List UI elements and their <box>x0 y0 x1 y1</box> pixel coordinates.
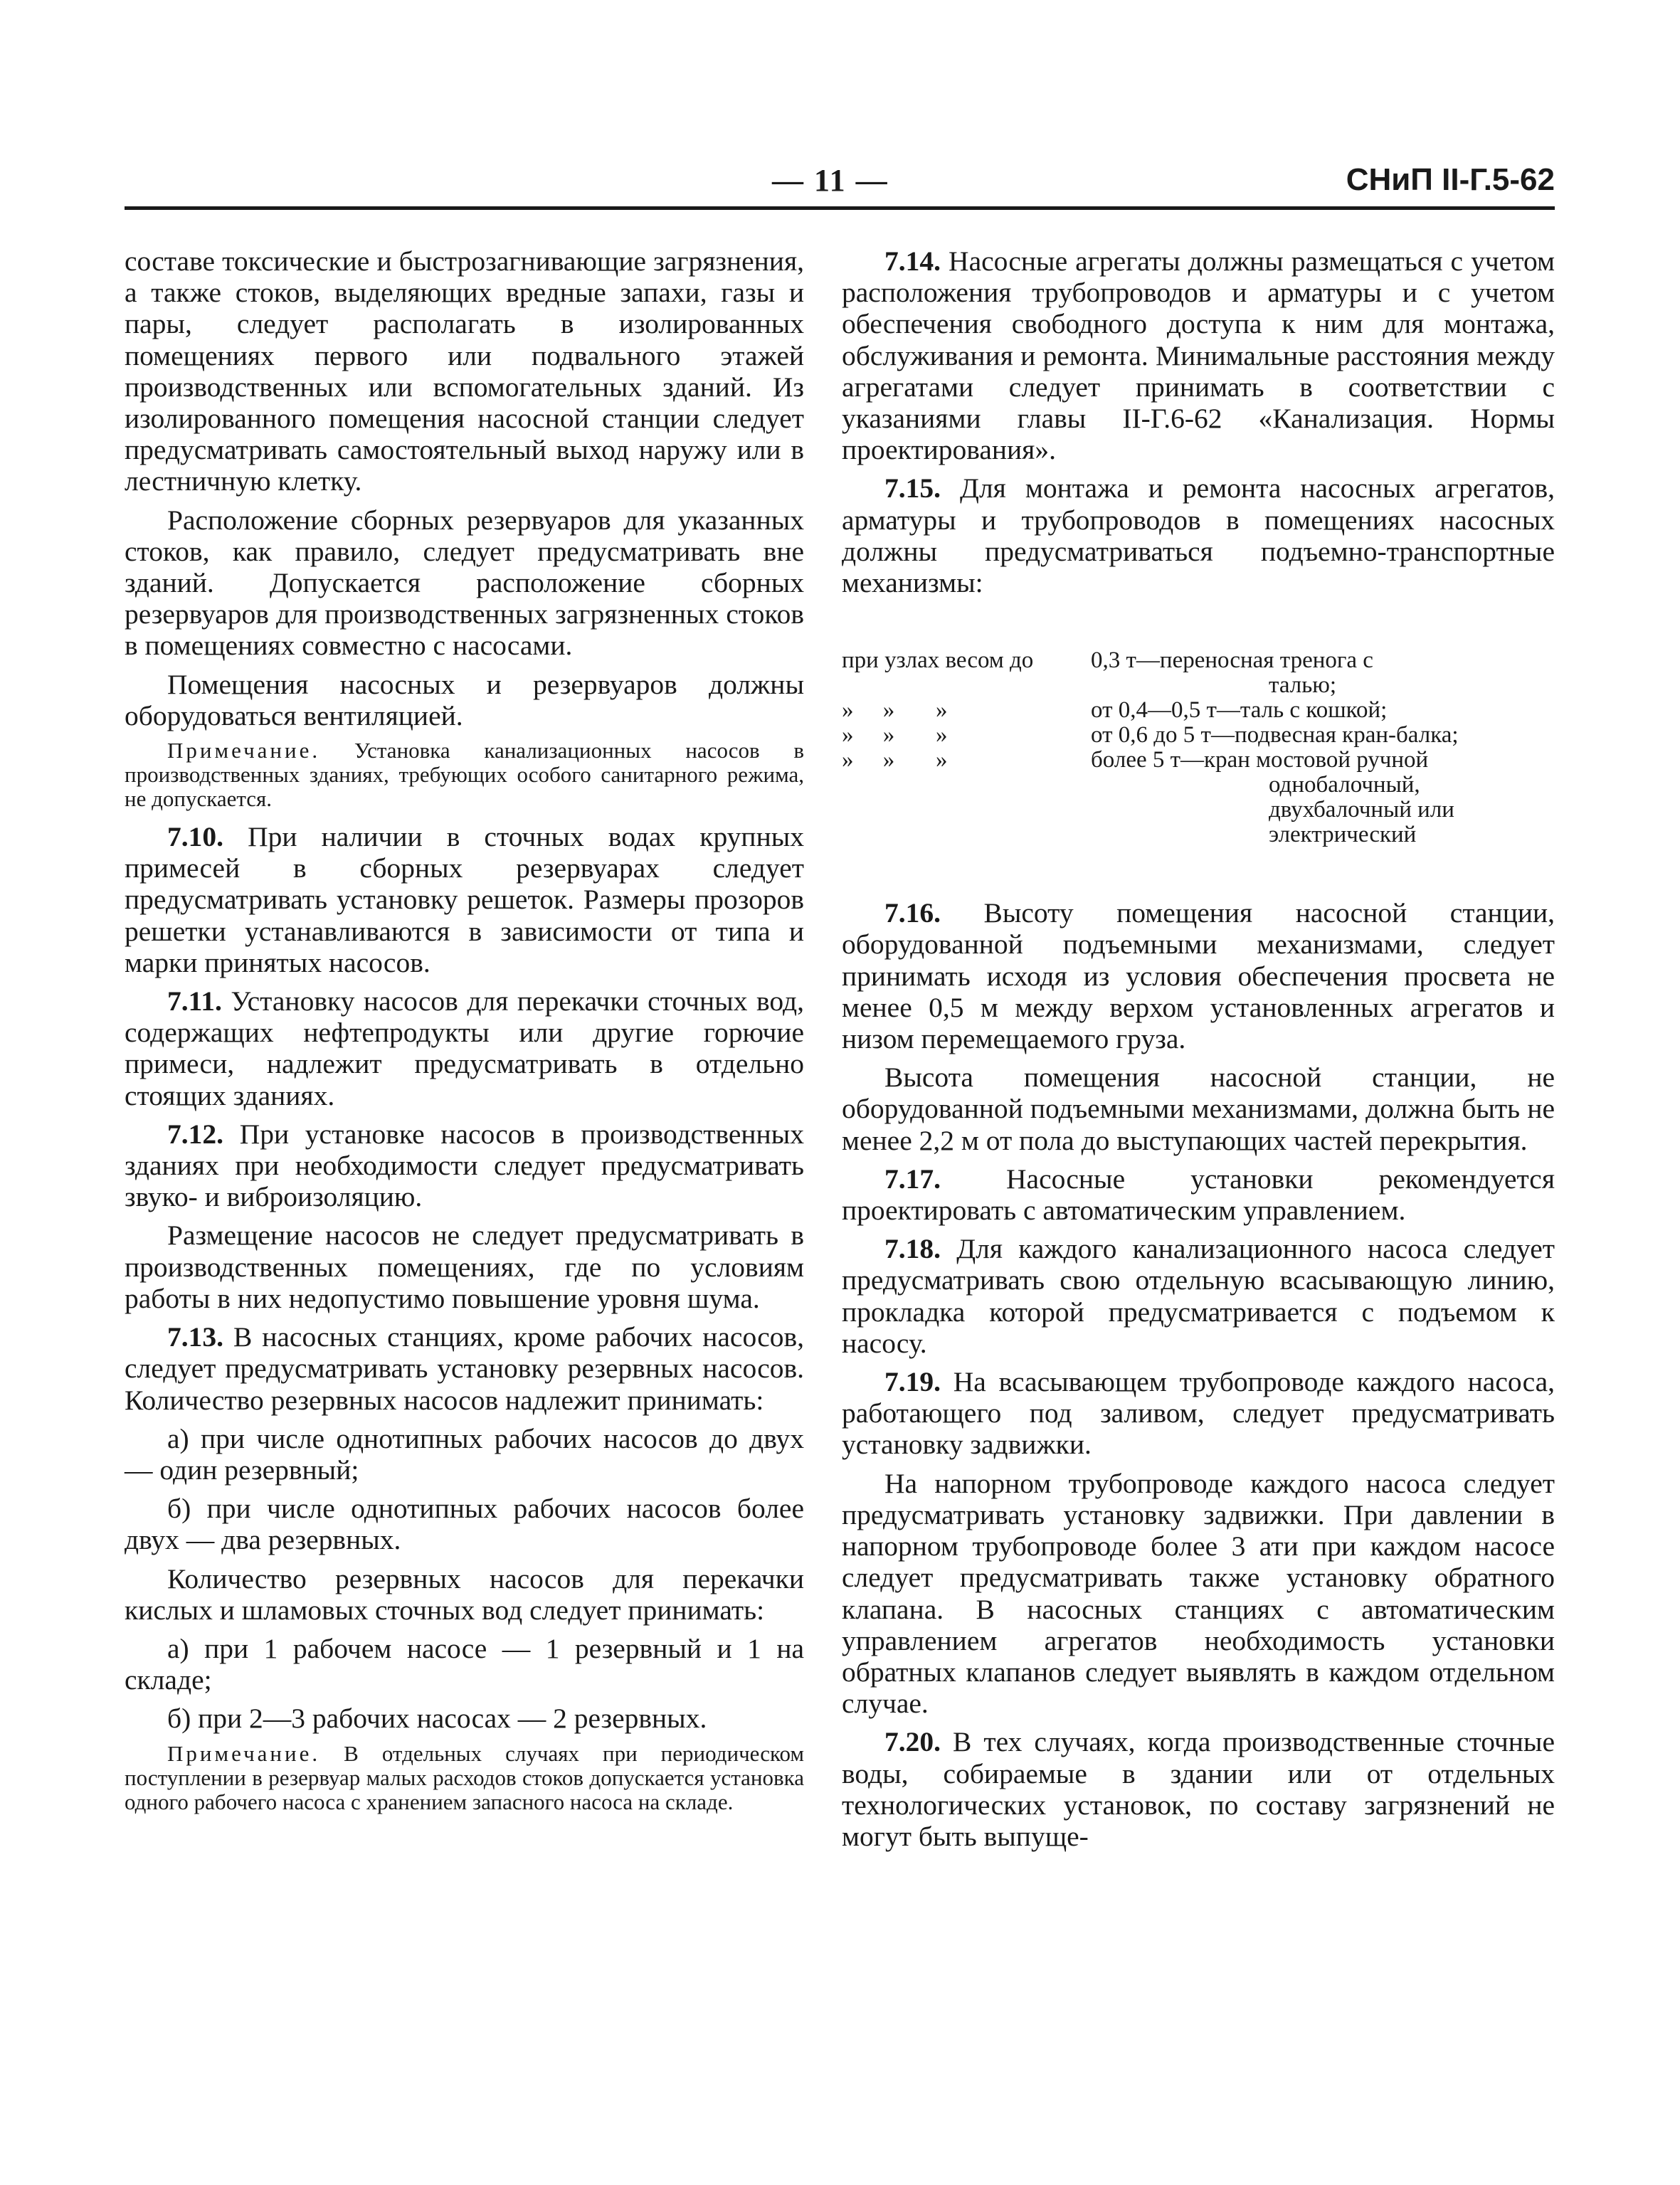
section-text: На всасывающем трубопроводе каждого насоса, работающего под заливом, следует предусматривать установку задвижки. <box>842 1366 1555 1461</box>
section-text: Для монтажа и ремонта насосных агрегатов, арматуры и трубопроводов в помещениях насосных должны предусматриваться подъемно-транспортные механизмы: <box>842 472 1555 599</box>
table-cell-mechanism: более 5 т—кран мостовой ручной однобалочный, двухбалочный или электрический <box>1091 747 1454 848</box>
table-cell-mechanism: от 0,4—0,5 т—таль с кошкой; <box>1091 697 1388 724</box>
section-7-13 <box>125 1321 804 1416</box>
table-cell-weight: » » » <box>842 697 948 724</box>
section-number: 7.10. <box>167 821 223 853</box>
section-7-15 <box>842 472 1555 598</box>
note <box>125 739 804 811</box>
table-cell-weight: » » » <box>842 722 948 748</box>
right-column <box>842 245 1555 1859</box>
paragraph: Высота помещения насосной станции, не оборудованной подъемными механизмами, должна быть не менее 2,2 м от пола до выступающих частей перекрытия. <box>842 1062 1555 1156</box>
list-item: б) при 2—3 рабочих насосах — 2 резервных. <box>167 1703 707 1735</box>
section-text: Насосные установки рекомендуется проектировать с автоматическим управлением. <box>842 1163 1555 1227</box>
note <box>125 1742 804 1814</box>
section-text: Для каждого канализационного насоса следует предусматривать свою отдельную всасывающую линию, прокладка которой предусматривается с подъемом к насосу. <box>842 1233 1555 1359</box>
section-number: 7.15. <box>884 472 941 504</box>
section-7-20 <box>842 1726 1555 1852</box>
paragraph: Расположение сборных резервуаров для указанных стоков, как правило, следует предусматривать вне зданий. Допускается расположение сборных резервуаров для производственных загрязненных стоков в помещениях совместно с насосами. <box>125 504 804 662</box>
section-7-10 <box>125 821 804 978</box>
paragraph: Размещение насосов не следует предусматривать в производственных помещениях, где по условиям работы в них недопустимо повышение уровня шума. <box>125 1220 804 1314</box>
document-code: СНиП II-Г.5-62 <box>1346 162 1555 197</box>
section-7-17 <box>842 1163 1555 1226</box>
table-cell-weight: при узлах весом до <box>842 647 1034 674</box>
section-text: В тех случаях, когда производственные сточные воды, собираемые в здании или от отдельных технологических установок, по составу загрязнений не могут быть выпуще- <box>842 1726 1555 1852</box>
section-7-18 <box>842 1233 1555 1359</box>
section-number: 7.13. <box>167 1321 223 1353</box>
section-number: 7.12. <box>167 1118 223 1150</box>
table-cell-mechanism: 0,3 т—переносная тренога с талью; <box>1091 647 1373 699</box>
section-7-19 <box>842 1366 1555 1461</box>
table-cell-weight: » » » <box>842 747 948 773</box>
section-number: 7.18. <box>884 1233 941 1265</box>
paragraph: Количество резервных насосов для перекачки кислых и шламовых сточных вод следует принимать: <box>125 1562 804 1626</box>
note-text: Установка канализационных насосов в производственных зданиях, требующих особого санитарного режима, не допускается. <box>125 738 804 812</box>
section-number: 7.17. <box>884 1163 941 1195</box>
paragraph: На напорном трубопроводе каждого насоса следует предусматривать установку задвижки. При давлении в напорном трубопроводе более 3 ати при каждом насосе следует предусматривать также установку обратного клапана. В насосных станциях с автоматическим управлением агрегатов необходимость установки обратных клапанов следует выявлять в каждом отдельном случае. <box>842 1467 1555 1720</box>
section-7-11 <box>125 985 804 1111</box>
list-item: б) при числе однотипных рабочих насосов более двух — два резервных. <box>125 1493 804 1556</box>
table-row <box>842 648 1555 698</box>
page-number: — 11 — <box>772 163 889 198</box>
section-number: 7.11. <box>167 985 222 1017</box>
paragraph: Помещения насосных и резервуаров должны оборудоваться вентиляцией. <box>125 668 804 731</box>
section-number: 7.14. <box>884 245 941 277</box>
section-text: Установку насосов для перекачки сточных вод, содержащих нефтепродукты или другие горючие примеси, надлежит предусматривать в отдельно стоящих зданиях. <box>125 985 805 1111</box>
note-text: В отдельных случаях при периодическом поступлении в резервуар малых расходов стоков допускается установка одного рабочего насоса с хранением запасного насоса на складе. <box>125 1740 804 1814</box>
note-label: Примечание. <box>167 1740 321 1766</box>
section-number: 7.19. <box>884 1366 941 1398</box>
table-row <box>842 748 1555 847</box>
mechanisms-table <box>842 648 1555 847</box>
list-item: а) при 1 рабочем насосе — 1 резервный и 1 на складе; <box>125 1632 804 1696</box>
left-column <box>125 245 804 1824</box>
section-text: При установке насосов в производственных зданиях при необходимости следует предусматривать звуко- и виброизоляцию. <box>125 1118 804 1213</box>
section-text: Насосные агрегаты должны размещаться с учетом расположения трубопроводов и арматуры и с учетом обеспечения свободного доступа к ним для монтажа, обслуживания и ремонта. Минимальные расстояния между агрегатами следует принимать в соответствии с указаниями главы II-Г.6-62 «Канализация. Нормы проектирования». <box>842 245 1555 466</box>
section-7-12 <box>125 1118 804 1213</box>
section-7-16 <box>842 897 1555 1054</box>
list-item: а) при числе однотипных рабочих насосов до двух — один резервный; <box>125 1422 804 1486</box>
header-rule <box>125 206 1555 210</box>
table-row <box>842 698 1555 723</box>
section-text: Высоту помещения насосной станции, оборудованной подъемными механизмами, следует принимать исходя из условия обеспечения просвета не менее 0,5 м между верхом установленных агрегатов и низом перемещаемого груза. <box>842 897 1555 1055</box>
note-label: Примечание. <box>167 738 321 763</box>
section-number: 7.16. <box>884 897 941 929</box>
section-text: В насосных станциях, кроме рабочих насосов, следует предусматривать установку резервных насосов. Количество резервных насосов надлежит принимать: <box>125 1321 804 1416</box>
table-cell-mechanism: от 0,6 до 5 т—подвесная кран-балка; <box>1091 722 1459 748</box>
page-header <box>125 162 1555 206</box>
section-text: При наличии в сточных водах крупных примесей в сборных резервуарах следует предусматривать установку решеток. Размеры прозоров решетки устанавливаются в зависимости от типа и марки принятых насосов. <box>125 821 805 978</box>
section-number: 7.20. <box>884 1726 941 1758</box>
table-row <box>842 723 1555 748</box>
paragraph: составе токсические и быстрозагнивающие загрязнения, а также стоков, выделяющих вредные запахи, газы и пары, следует располагать в изолированных помещениях первого или подвального этажей производственных или вспомогательных зданий. Из изолированного помещения насосной станции следует предусматривать самостоятельный выход наружу или в лестничную клетку. <box>125 245 804 497</box>
section-7-14 <box>842 245 1555 465</box>
